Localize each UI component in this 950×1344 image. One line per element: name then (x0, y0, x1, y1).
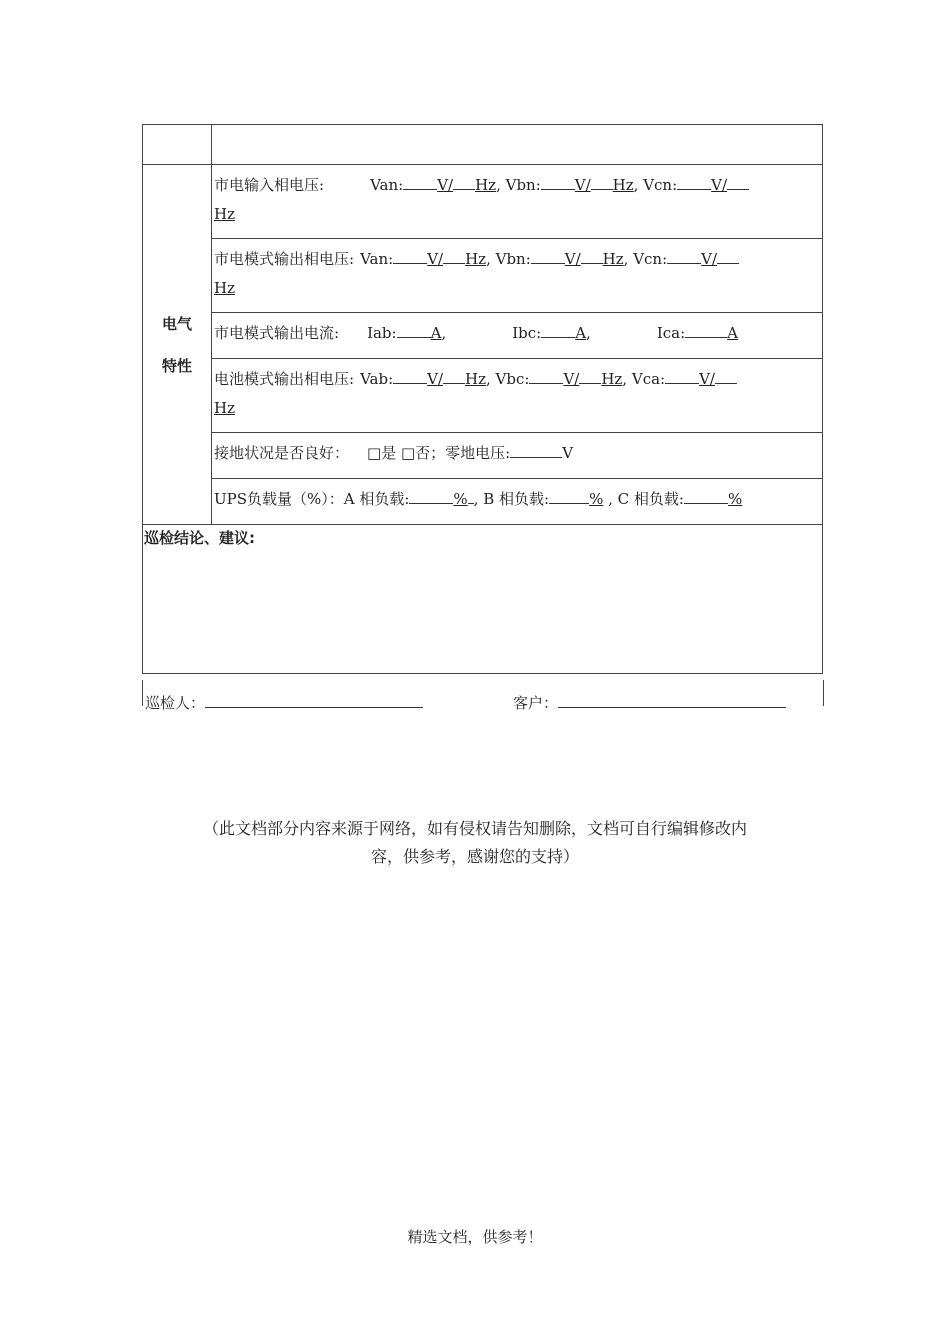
out-van-unit-hz: Hz (465, 250, 487, 268)
inspector-label: 巡检人： (145, 694, 206, 712)
a-load-unit: % (453, 490, 468, 508)
copyright-note-line2: 容，供参考，感谢您的支持） (370, 847, 579, 866)
signature-row (142, 680, 824, 712)
conclusion-title: 巡检结论、建议: (144, 529, 255, 547)
van-unit-hz: Hz (475, 176, 497, 194)
b-load-blank[interactable] (549, 489, 589, 504)
ups-load-row (143, 479, 823, 525)
van-hz-blank[interactable] (453, 175, 475, 190)
vcn-unit-hz: Hz (214, 205, 235, 223)
mains-input-voltage-row (143, 165, 823, 239)
out-vbn-unit-v: V/ (564, 250, 581, 268)
inspection-form-table (142, 124, 823, 674)
vab-unit-hz: Hz (465, 370, 486, 388)
c-load-label: C 相负载: (617, 490, 684, 508)
vab-hz-blank[interactable] (443, 369, 465, 384)
ibc-blank[interactable] (541, 323, 575, 338)
van-label: Van: (370, 176, 404, 194)
customer-label: 客户： (513, 694, 559, 712)
vca-voltage-blank[interactable] (665, 369, 699, 384)
vca-unit-hz: Hz (214, 399, 235, 417)
top-blank-cell-right[interactable] (212, 125, 823, 165)
zero-ground-voltage-blank[interactable] (510, 443, 562, 458)
out-van-label: Van: (360, 250, 394, 268)
electrical-characteristics-label (143, 165, 212, 525)
vbc-unit-hz: Hz (601, 370, 623, 388)
vcn-label: Vcn: (643, 176, 678, 194)
mains-output-current-label: 市电模式输出电流: (214, 324, 340, 342)
battery-output-voltage-cell[interactable]: 电池模式输出相电压: Vab: V/ Hz, Vbc: V/ Hz, Vca: V/ Hz (212, 359, 823, 433)
vca-hz-blank[interactable] (715, 369, 737, 384)
vbc-label: Vbc: (495, 370, 530, 388)
category-line2: 特性 (161, 356, 192, 375)
c-load-unit: % (727, 490, 743, 508)
top-blank-cell-left[interactable] (143, 125, 212, 165)
grounding-row (143, 433, 823, 479)
mains-input-voltage-cell[interactable]: 市电输入相电压: Van: V/ Hz, Vbn: V/ Hz, Vcn: V/ Hz (212, 165, 823, 239)
ibc-unit: A (575, 324, 587, 342)
out-vbn-voltage-blank[interactable] (531, 249, 565, 264)
out-vcn-voltage-blank[interactable] (667, 249, 701, 264)
b-load-label: B 相负载: (483, 490, 550, 508)
mains-output-voltage-label: 市电模式输出相电压: (214, 250, 355, 268)
inspector-signature-line[interactable] (205, 693, 423, 708)
c-load-blank[interactable] (684, 489, 728, 504)
out-van-voltage-blank[interactable] (393, 249, 427, 264)
out-vcn-label: Vcn: (633, 250, 668, 268)
customer-signature-line[interactable] (558, 693, 786, 708)
mains-input-voltage-label: 市电输入相电压: (214, 176, 325, 194)
b-load-unit: % (589, 490, 604, 508)
van-voltage-blank[interactable] (403, 175, 437, 190)
ica-unit: A (727, 324, 738, 342)
out-van-unit-v: V/ (427, 250, 444, 268)
battery-output-voltage-row (143, 359, 823, 433)
ups-load-label: UPS负载量（%）：A 相负载: (214, 490, 410, 508)
top-blank-row (143, 125, 823, 165)
conclusion-row (143, 525, 823, 674)
vcn-unit-v: V/ (711, 176, 728, 194)
vbn-hz-blank[interactable] (591, 175, 613, 190)
conclusion-cell[interactable] (143, 525, 823, 674)
page-footer: 精选文档，供参考！ (407, 1228, 543, 1246)
ica-label: Ica: (656, 324, 686, 342)
vca-unit-v: V/ (699, 370, 715, 388)
vbn-label: Vbn: (505, 176, 541, 194)
out-van-hz-blank[interactable] (443, 249, 465, 264)
out-vbn-hz-blank[interactable] (581, 249, 603, 264)
grounding-cell[interactable] (212, 433, 823, 479)
vab-unit-v: V/ (427, 370, 444, 388)
out-vcn-unit-v: V/ (701, 250, 718, 268)
copyright-note (140, 815, 810, 871)
ica-blank[interactable] (685, 323, 727, 338)
vab-voltage-blank[interactable] (393, 369, 427, 384)
out-vbn-unit-hz: Hz (602, 250, 624, 268)
vcn-voltage-blank[interactable] (677, 175, 711, 190)
vbn-unit-hz: Hz (612, 176, 634, 194)
copyright-note-line1: （此文档部分内容来源于网络，如有侵权请告知删除，文档可自行编辑修改内 (202, 819, 747, 838)
grounding-yes-checkbox[interactable]: □是 (367, 444, 397, 462)
inspector-signature (145, 692, 423, 713)
mains-output-current-cell[interactable]: 市电模式输出电流: Iab: A, Ibc: A, Ica: A (212, 313, 823, 359)
battery-output-voltage-label: 电池模式输出相电压: (214, 370, 355, 388)
vca-label: Vca: (631, 370, 666, 388)
vbn-voltage-blank[interactable] (541, 175, 575, 190)
vbc-voltage-blank[interactable] (529, 369, 563, 384)
a-load-trail (468, 489, 474, 504)
grounding-label: 接地状况是否良好： (214, 444, 350, 462)
iab-blank[interactable] (397, 323, 431, 338)
grounding-no-checkbox[interactable]: □否；零地电压: (400, 444, 511, 462)
van-unit-v: V/ (437, 176, 454, 194)
customer-signature (513, 692, 786, 713)
vbc-hz-blank[interactable] (579, 369, 601, 384)
vcn-hz-blank[interactable] (727, 175, 749, 190)
out-vcn-unit-hz: Hz (214, 279, 235, 297)
vbc-unit-v: V/ (563, 370, 580, 388)
iab-unit: A (430, 324, 442, 342)
mains-output-current-row (143, 313, 823, 359)
ibc-label: Ibc: (512, 324, 542, 342)
mains-output-voltage-cell[interactable]: 市电模式输出相电压: Van: V/ Hz, Vbn: V/ Hz, Vcn: V/ Hz (212, 239, 823, 313)
ups-load-cell[interactable]: UPS负载量（%）：A 相负载: % , B 相负载: % , C 相负载: % (212, 479, 823, 525)
mains-output-voltage-row (143, 239, 823, 313)
vbn-unit-v: V/ (574, 176, 591, 194)
category-line1: 电气 (161, 314, 192, 333)
out-vcn-hz-blank[interactable] (717, 249, 739, 264)
zero-ground-voltage-unit: V (562, 444, 574, 462)
vab-label: Vab: (360, 370, 394, 388)
iab-label: Iab: (367, 324, 397, 342)
a-load-blank[interactable] (409, 489, 453, 504)
out-vbn-label: Vbn: (495, 250, 531, 268)
